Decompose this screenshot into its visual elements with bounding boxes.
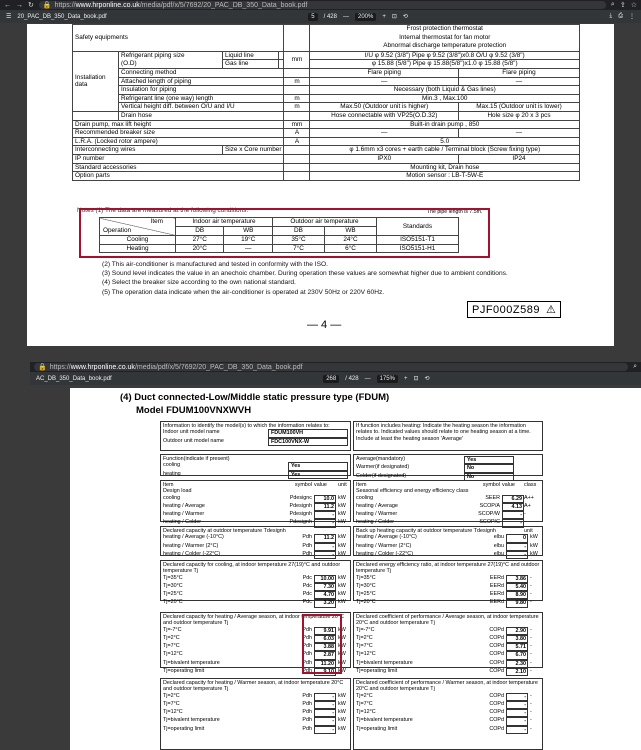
heating-warmer-box: Declared capacity for heating / Warmer season, at indoor temperature 20°C and outdoor temperature Tj Tj=2°C Pdh - kW Tj=7°C Pdh - kW Tj=12°C Pdh - kW Tj=bivalent temperature Pdh - kW Tj=operating limit Pdh - kW — [160, 678, 351, 750]
table-row: Tj=bivalent temperature Pdh - kW — [163, 717, 346, 725]
table-row: Tj=7°C Pdh 3.88 kW — [163, 643, 346, 651]
pdf-page-top — [27, 24, 614, 346]
table-row: Tj=operating limit COPd - - — [356, 725, 532, 733]
table-row: heating / Colder (-22°C) Pdh - kW — [163, 550, 346, 558]
pdf-title: 20_PAC_DB_350_Data_book.pdf — [17, 13, 107, 20]
table-row: Tj=operating limit Pdh 9.10 kW — [163, 668, 346, 676]
table-row: Tj=2°C COPd 3.80 - — [356, 634, 532, 642]
menu-icon[interactable]: ☰ — [6, 14, 12, 20]
table-row: Tj=35°C Pdc 10.00 kW — [163, 574, 346, 582]
table-row: Tj=25°C Pdc 4.70 kW — [163, 591, 346, 599]
address-bar[interactable]: 🔒 https:// www.hrponline.co.uk /media/pdf/x/5/7692/20_PAC_DB_350_Data_book.pdf — [39, 1, 606, 9]
share-icon[interactable]: ⇪ — [619, 2, 626, 9]
page-number-input[interactable]: 5 — [308, 13, 317, 21]
conditions-table: Item Operation Indoor air temperature Outdoor air temperature Standards DB WB DB WB Cooling 27°C 19°C 35°C 24°C ISO5151-T1 Heating 20°C — 7°C 6°C ISO5151-H1 — [99, 217, 459, 253]
table-row: Tj=bivalent temperature Pdh 11.20 kW — [163, 659, 346, 667]
backup-heating-box: Back up heating capacity at outdoor temperature Tdesignh heating / Average (-10°C) elbu 0 kW heating / Warmer (2°C) elbu - kW heating / Colder (-22°C) elbu - kW — [353, 526, 543, 556]
table-row: Tj=7°C COPd - - — [356, 700, 532, 708]
zoom-in-button-2[interactable]: + — [403, 375, 408, 382]
page-total: / 428 — [323, 13, 337, 20]
table-row: Tj=20°C EERd 9.80 - — [356, 599, 532, 607]
table-row: Tj=2°C COPd - - — [356, 692, 532, 700]
rotate-icon-2[interactable]: ⟲ — [424, 376, 430, 382]
zoom-icon-2[interactable]: ⌕ — [633, 363, 637, 370]
design-load-box: Item symbol value unit Design load cooling Pdesignc 10.0 kW heating / Average Pdesignh 11.2 kW heating / Warmer Pdesignh - kW heating / Colder Pdesignh - kW — [160, 480, 351, 522]
table-row: Tj=2°C Pdh 6.03 kW — [163, 634, 346, 642]
table-row: heating / Average SCOP/A 4.13 A+ — [356, 502, 531, 510]
table-row: Tj=30°C EERd 5.40 - — [356, 582, 532, 590]
table-row: Tj=12°C Pdh - kW — [163, 709, 346, 717]
seasonal-efficiency-box: Item symbol value class Seasonal efficiency and energy efficiency class cooling SEER 6.29 A++ heating / Average SCOP/A 4.13 A+ heating / Warmer SCOP/W - - heating / Colder SCOP/C - - unit — [353, 480, 543, 522]
safety-label: Safety equipments — [73, 25, 284, 52]
notes-list: (2) This air-conditioner is manufactured and tested in conformity with the ISO. (3) Sound level indicates the value in an anechoic chamber. During operation these values are somewhat higher due to ambient conditions. (4) Select the breaker size according to the own national standard. (5) The operation data indicate when the air-conditioner is operated at 230V 50Hz or 220V 60Hz. — [102, 261, 508, 296]
warning-icon: ⚠ — [545, 304, 557, 316]
zoom-level[interactable]: 200% — [355, 13, 376, 21]
bookmark-star-icon[interactable]: ☆ — [630, 2, 637, 9]
function-note-box: If function includes heating: Indicate the heating season the information relates to. Indicated values should relate to one heating season at a time. Include at least the heating season 'Average' — [353, 421, 543, 451]
table-row: Tj=12°C COPd 6.70 - — [356, 651, 532, 659]
print-icon[interactable]: ⎙ — [618, 13, 624, 19]
table-row: cooling Pdesignc 10.0 kW — [163, 494, 346, 502]
section-heading: (4) Duct connected-Low/Middle static pressure type (FDUM) — [120, 392, 390, 403]
cop-average-box: Declared coefficient of performance / Average season, at indoor temperature 20°C and outdoor temperature Tj Tj=-7°C COPd 2.90 - Tj=2°C COPd 3.80 - Tj=7°C COPd 5.71 - Tj=12°C COPd 6.70 - Tj=bivalent temperature COPd 2.30 - Tj=operating limit COPd 2.10 - — [353, 612, 543, 668]
rotate-icon[interactable]: ⟲ — [402, 14, 408, 20]
pipe-length-note: The pipe length is 7.5m. — [427, 209, 483, 215]
browser-window-top — [0, 0, 641, 23]
table-row: heating / Warmer (2°C) elbu - kW — [356, 542, 538, 550]
cooling-capacity-box: Declared capacity for cooling, at indoor temperature 27(19)°C and outdoor temperature Tj Tj=35°C Pdc 10.00 kW Tj=30°C Pdc 7.30 kW Tj=25°C Pdc 4.70 kW Tj=20°C Pdc 3.20 kW — [160, 560, 351, 601]
fit-page-icon-2[interactable]: ⊡ — [413, 376, 419, 382]
zoom-out-button[interactable]: — — [343, 13, 349, 20]
cop-warmer-box: Declared coefficient of performance / Warmer season, at indoor temperature 20°C and outdoor temperature Tj Tj=2°C COPd - - Tj=7°C COPd - - Tj=12°C COPd - - Tj=bivalent temperature COPd - - Tj=operating limit COPd - - — [353, 678, 543, 750]
lock-icon: 🔒 — [42, 2, 52, 9]
table-row: heating / Warmer (2°C) Pdh - kW — [163, 542, 346, 550]
table-row: heating / Average Pdesignh 11.2 kW — [163, 502, 346, 510]
function-box: Function(indicate if present) cooling Yes heating Yes — [160, 454, 351, 476]
forward-icon[interactable]: → — [16, 1, 23, 9]
reload-icon[interactable]: ↻ — [28, 2, 34, 9]
table-row: heating / Colder Pdesignh - kW — [163, 519, 346, 527]
download-icon[interactable]: ⤓ — [609, 13, 613, 19]
table-row: heating / Colder (-22°C) elbu - kW — [356, 550, 538, 558]
table-row: Tj=12°C Pdh 2.87 kW — [163, 651, 346, 659]
table-row: Tj=7°C Pdh - kW — [163, 700, 346, 708]
safety-values: Frost protection thermostat Internal thermostat for fan motor Abnormal discharge temperature protection — [310, 25, 580, 52]
table-row: heating / Average (-10°C) elbu 0 kW — [356, 534, 538, 542]
model-info-box: Information to identify the model(s) to which the information relates to: Indoor unit model name FDUM100VH Outdoor unit model name FDC100VNX-W — [160, 421, 351, 451]
table-row: Tj=operating limit Pdh - kW — [163, 725, 346, 733]
table-row: Tj=bivalent temperature COPd - - — [356, 717, 532, 725]
address-bar-2[interactable]: 🔒 https:// www.hrponline.co.uk /media/pdf/x/5/7692/20_PAC_DB_350_Data_book.pdf — [34, 363, 628, 371]
table-row: heating / Colder SCOP/C - - — [356, 519, 526, 527]
table-row: heating / Warmer Pdesignh - kW — [163, 511, 346, 519]
season-box: Average(mandatory) Yes Warmer(if designated) No Colder(if designated) No — [353, 454, 543, 476]
table-row: Tj=7°C COPd 5.71 - — [356, 643, 532, 651]
zoom-icon[interactable]: ⌕ — [610, 1, 615, 8]
table-row: heating / Warmer SCOP/W - - — [356, 511, 526, 519]
page-footer: — 4 — — [307, 319, 342, 331]
declared-capacity-box: Declared capacity at outdoor temperature Tdesignh heating / Average (-10°C) Pdh 11.2 kW heating / Warmer (2°C) Pdh - kW heating / Colder (-22°C) Pdh - kW — [160, 526, 351, 556]
table-row: Tj=35°C EERd 3.86 - — [356, 574, 532, 582]
lock-icon-2: 🔒 — [38, 364, 47, 371]
table-row: Tj=25°C EERd 8.90 - — [356, 591, 532, 599]
back-icon[interactable]: ← — [4, 1, 11, 9]
fit-page-icon[interactable]: ⊡ — [391, 14, 397, 20]
page-total-2: / 428 — [345, 375, 359, 382]
heating-average-box: Declared capacity for heating / Average season, at indoor temperature 20°C and outdoor temperature Tj Tj=-7°C Pdh 9.91 kW Tj=2°C Pdh 6.03 kW Tj=7°C Pdh 3.88 kW Tj=12°C Pdh 2.87 kW Tj=bivalent temperature Pdh 11.20 kW Tj=operating limit Pdh 9.10 kW — [160, 612, 351, 668]
table-row: Tj=30°C Pdc 7.30 kW — [163, 582, 346, 590]
table-row: Tj=-7°C Pdh 9.91 kW — [163, 626, 346, 634]
note-1: Notes (1) The data are measured at the following conditions. — [77, 207, 249, 214]
ref-pipe-label: Refrigerant piping size (O.D) — [119, 51, 223, 68]
spec-table: Safety equipments Frost protection thermostat Internal thermostat for fan motor Abnormal discharge temperature protection Installation data Refrigerant piping size (O.D) Liquid line mm I/U φ 9.52 (3/8") Pipe φ 9.52 (3/8")x0.8 O/U φ 9.52 (3/8") Gas line φ 15.88 (5/8") Pipe φ 15.88(5/8")x1.0 φ 15.88 (5/8") Connecting method Flare piping Flare piping Attached length of piping m — — Insulation for piping Necessary (both Liquid & Gas lines) Refrigerant line (one way) length m Min.3 , Max.100 Vertical height diff. between O/U and I/U m Max.50 (Outdoor unit is higher) Max.15 (Outdoor unit is lower) Drain hose Hose connectable with VP25(O.D.32) Hole size φ 20 x 3 pcs Drain pump, max lift height mm Built-in drain pump , 850 Recommended breaker size A — — L.R.A. (Locked rotor ampere) A 5.0 Interconnecting wires Size x Core number φ 1.6mm x3 cores + earth cable / Terminal block (Screw fixing type) IP number IPX0 IP24 Standard accessories Mounting kit, Drain hose Option parts Motion sensor : LB-T-5W-E — [72, 24, 580, 181]
zoom-level-2[interactable]: 175% — [377, 375, 398, 383]
table-row: Tj=2°C Pdh - kW — [163, 692, 346, 700]
table-row: Tj=operating limit COPd 2.10 - — [356, 668, 532, 676]
highlight-box-heating-values — [302, 614, 342, 674]
pdf-toolbar — [0, 10, 641, 23]
document-code: PJF000Z589 ⚠ — [467, 301, 561, 318]
highlight-box-conditions — [79, 208, 490, 258]
browser-window-bottom — [30, 362, 641, 385]
table-row: Tj=20°C Pdc 3.20 kW — [163, 599, 346, 607]
zoom-out-button-2[interactable]: — — [364, 375, 371, 382]
pdf-title-2: AC_DB_350_Data_book.pdf — [36, 375, 112, 382]
zoom-in-button[interactable]: + — [382, 13, 386, 20]
pdf-page-bottom — [70, 388, 641, 750]
more-icon[interactable]: ⋮ — [629, 14, 636, 20]
page-number-input-2[interactable]: 268 — [323, 375, 339, 383]
table-row: Tj=12°C COPd - - — [356, 709, 532, 717]
table-row: Tj=bivalent temperature COPd 2.30 - — [356, 659, 532, 667]
browser-nav-bar-2 — [30, 362, 641, 372]
table-row: Tj=-7°C COPd 2.90 - — [356, 626, 532, 634]
eer-box: Declared energy efficiency ratio, at indoor temperature 27(19)°C and outdoor temperature Tj Tj=35°C EERd 3.86 - Tj=30°C EERd 5.40 - Tj=25°C EERd 8.90 - Tj=20°C EERd 9.80 - — [353, 560, 543, 601]
item-operation-cell: Item Operation — [100, 218, 176, 236]
pdf-toolbar-2 — [30, 372, 641, 385]
table-row: cooling SEER 6.29 A++ — [356, 494, 534, 502]
table-row: heating / Average (-10°C) Pdh 11.2 kW — [163, 534, 346, 542]
model-title: Model FDUM100VNXWVH — [136, 405, 252, 416]
installation-label: Installation data — [73, 51, 119, 111]
browser-nav-bar — [0, 0, 641, 10]
